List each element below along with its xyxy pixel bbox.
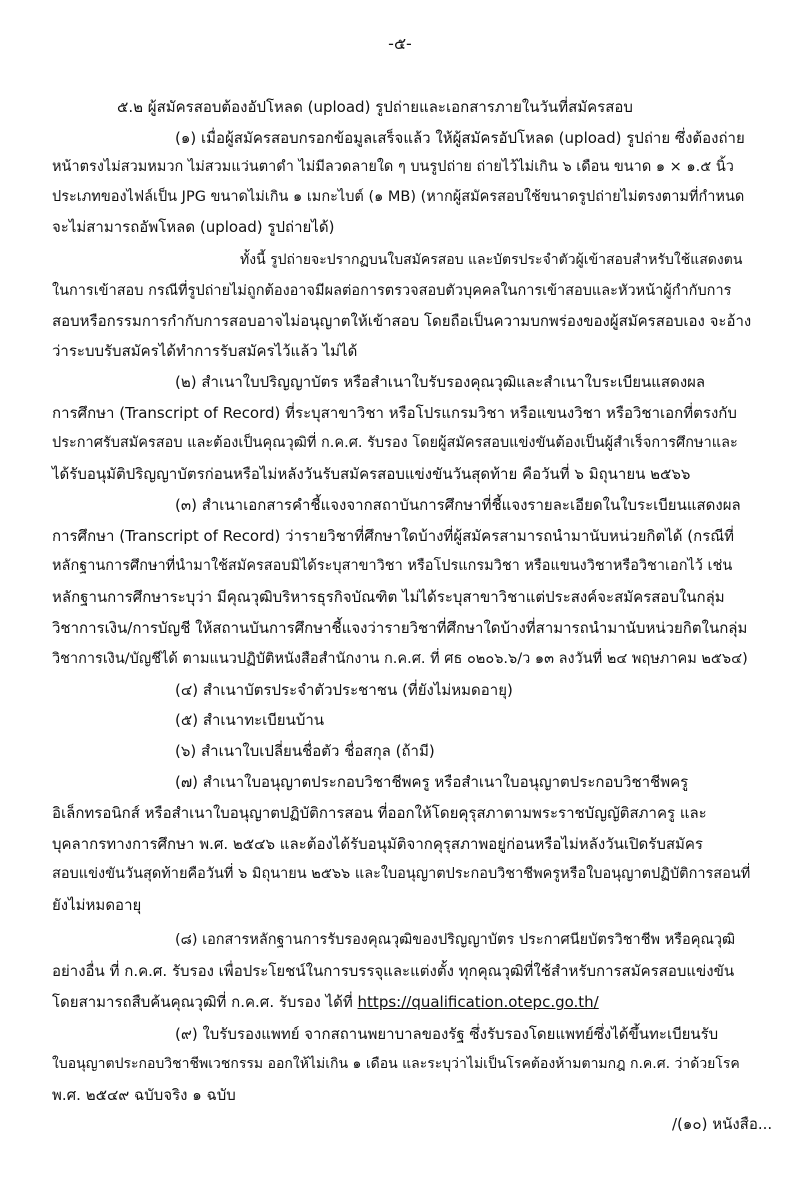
paragraph-line: หลักฐานการศึกษาที่นำมาใช้สมัครสอบมิได้ระบุสาขาวิชา หรือโปรแกรมวิชา หรือแขนงวิชาหรือวิชาเอกไว้ เช่น [52, 558, 733, 574]
paragraph-line: ประเภทของไฟล์เป็น JPG ขนาดไม่เกิน ๑ เมกะไบต์ (๑ MB) (หากผู้สมัครสอบใช้ขนาดรูปถ่ายไม่ตรงตามที่กำหนด [52, 189, 745, 205]
paragraph-line: สอบหรือกรรมการกำกับการสอบอาจไม่อนุญาตให้เข้าสอบ โดยถือเป็นความบกพร่องของผู้สมัครสอบเอง จะอ้าง [52, 312, 752, 330]
paragraph-line: (๓) สำเนาเอกสารคำชี้แจงจากสถาบันการศึกษาที่ชี้แจงรายละเอียดในใบระเบียนแสดงผล [175, 496, 741, 514]
page-number: -๕- [388, 34, 412, 53]
paragraph-line: จะไม่สามารถอัพโหลด (upload) รูปถ่ายได้) [52, 218, 335, 236]
section-heading: ๕.๒ ผู้สมัครสอบต้องอัปโหลด (upload) รูปถ่ายและเอกสารภายในวันที่สมัครสอบ [117, 98, 633, 116]
paragraph-line: การศึกษา (Transcript of Record) ว่ารายวิชาที่ศึกษาใดบ้างที่ผู้สมัครสามารถนำมานับหน่วยกิตได้ (กรณีที่ [52, 527, 735, 545]
paragraph-line: (๒) สำเนาใบปริญญาบัตร หรือสำเนาใบรับรองคุณวุฒิและสำเนาใบระเบียนแสดงผล [175, 373, 706, 391]
qualification-text: โดยสามารถสืบค้นคุณวุฒิที่ ก.ค.ศ. รับรอง ได้ที่ [52, 993, 358, 1011]
paragraph-line: (๕) สำเนาทะเบียนบ้าน [175, 711, 325, 729]
paragraph-line: (๗) สำเนาใบอนุญาตประกอบวิชาชีพครู หรือสำเนาใบอนุญาตประกอบวิชาชีพครู [175, 773, 689, 791]
paragraph-line: ว่าระบบรับสมัครได้ทำการรับสมัครไว้แล้ว ไม่ได้ [52, 342, 358, 360]
paragraph-line: ในการเข้าสอบ กรณีที่รูปถ่ายไม่ถูกต้องอาจมีผลต่อการตรวจสอบตัวบุคคลในการเข้าสอบและหัวหน้าผู้กำกับการ [52, 283, 732, 299]
paragraph-line: การศึกษา (Transcript of Record) ที่ระบุสาขาวิชา หรือโปรแกรมวิชา หรือแขนงวิชา หรือวิชาเอกที่ตรงกับ [52, 404, 737, 422]
paragraph-line: พ.ศ. ๒๕๔๙ ฉบับจริง ๑ ฉบับ [52, 1086, 236, 1104]
paragraph-line: อย่างอื่น ที่ ก.ค.ศ. รับรอง เพื่อประโยชน์ในการบรรจุและแต่งตั้ง ทุกคุณวุฒิที่ใช้สำหรับการสมัครสอบแข่งขัน [52, 962, 735, 980]
paragraph-line: (๔) สำเนาบัตรประจำตัวประชาชน (ที่ยังไม่หมดอายุ) [175, 681, 513, 699]
paragraph-line: ประกาศรับสมัครสอบ และต้องเป็นคุณวุฒิที่ ก.ค.ศ. รับรอง โดยผู้สมัครสอบแข่งขันต้องเป็นผู้สำเร็จการศึกษาและ [52, 435, 738, 451]
paragraph-line: บุคลากรทางการศึกษา พ.ศ. ๒๕๔๖ และต้องได้รับอนุมัติจากคุรุสภาพอยู่ก่อนหรือไม่หลังวันเปิดรับสมัคร [52, 835, 703, 853]
paragraph-line: สอบแข่งขันวันสุดท้ายคือวันที่ ๖ มิถุนายน ๒๕๖๖ และใบอนุญาตประกอบวิชาชีพครูหรือใบอนุญาตปฏิบัติการสอนที่ [52, 866, 751, 882]
paragraph-line: หลักฐานการศึกษาระบุว่า มีคุณวุฒิบริหารธุรกิจบัณฑิต ไม่ได้ระบุสาขาวิชาแต่ประสงค์จะสมัครสอบในกลุ่ม [52, 588, 725, 606]
qualification-link[interactable]: https://qualification.otepc.go.th/ [357, 993, 599, 1011]
paragraph-line: วิชาการเงิน/การบัญชี ให้สถานบันการศึกษาชี้แจงว่ารายวิชาที่ศึกษาใดบ้างที่สามารถนำมานับหน่วยกิตในกลุ่ม [52, 619, 748, 637]
paragraph-line: (๑) เมื่อผู้สมัครสอบกรอกข้อมูลเสร็จแล้ว ให้ผู้สมัครอัปโหลด (upload) รูปถ่าย ซึ่งต้องถ่าย [175, 129, 745, 147]
paragraph-line: ทั้งนี้ รูปถ่ายจะปรากฏบนใบสมัครสอบ และบัตรประจำตัวผู้เข้าสอบสำหรับใช้แสดงตน [240, 252, 743, 268]
paragraph-line: (๙) ใบรับรองแพทย์ จากสถานพยาบาลของรัฐ ซึ่งรับรองโดยแพทย์ซึ่งได้ขึ้นทะเบียนรับ [175, 1025, 719, 1043]
paragraph-line: ยังไม่หมดอายุ [52, 896, 142, 914]
paragraph-line: ได้รับอนุมัติปริญญาบัตรก่อนหรือไม่หลังวันรับสมัครสอบแข่งขันวันสุดท้าย คือวันที่ ๖ มิถุนายน ๒๕๖๖ [52, 465, 691, 483]
paragraph-line: ใบอนุญาตประกอบวิชาชีพเวชกรรม ออกให้ไม่เกิน ๑ เดือน และระบุว่าไม่เป็นโรคต้องห้ามตามกฎ ก.ค.ศ. ว่าด้วยโรค [52, 1056, 740, 1072]
paragraph-line: (๘) เอกสารหลักฐานการรับรองคุณวุฒิของปริญญาบัตร ประกาศนียบัตรวิชาชีพ หรือคุณวุฒิ [175, 932, 736, 948]
paragraph-line: อิเล็กทรอนิกส์ หรือสำเนาใบอนุญาตปฏิบัติการสอน ที่ออกให้โดยคุรุสภาตามพระราชบัญญัติสภาครู และ [52, 804, 707, 822]
paragraph-line: วิชาการเงิน/บัญชีได้ ตามแนวปฏิบัติหนังสือสำนักงาน ก.ค.ศ. ที่ ศธ ๐๒๐๖.๖/ว ๑๓ ลงวันที่ ๒๔ พฤษภาคม ๒๕๖๔) [52, 651, 748, 667]
paragraph-line: (๖) สำเนาใบเปลี่ยนชื่อตัว ชื่อสกุล (ถ้ามี) [175, 742, 435, 760]
continuation-note: /(๑๐) หนังสือ... [672, 1115, 773, 1133]
qualification-line [52, 992, 599, 1012]
paragraph-line: หน้าตรงไม่สวมหมวก ไม่สวมแว่นตาดำ ไม่มีลวดลายใด ๆ บนรูปถ่าย ถ่ายไว้ไม่เกิน ๖ เดือน ขนาด ๑ × ๑.๕ นิ้ว [52, 159, 734, 175]
